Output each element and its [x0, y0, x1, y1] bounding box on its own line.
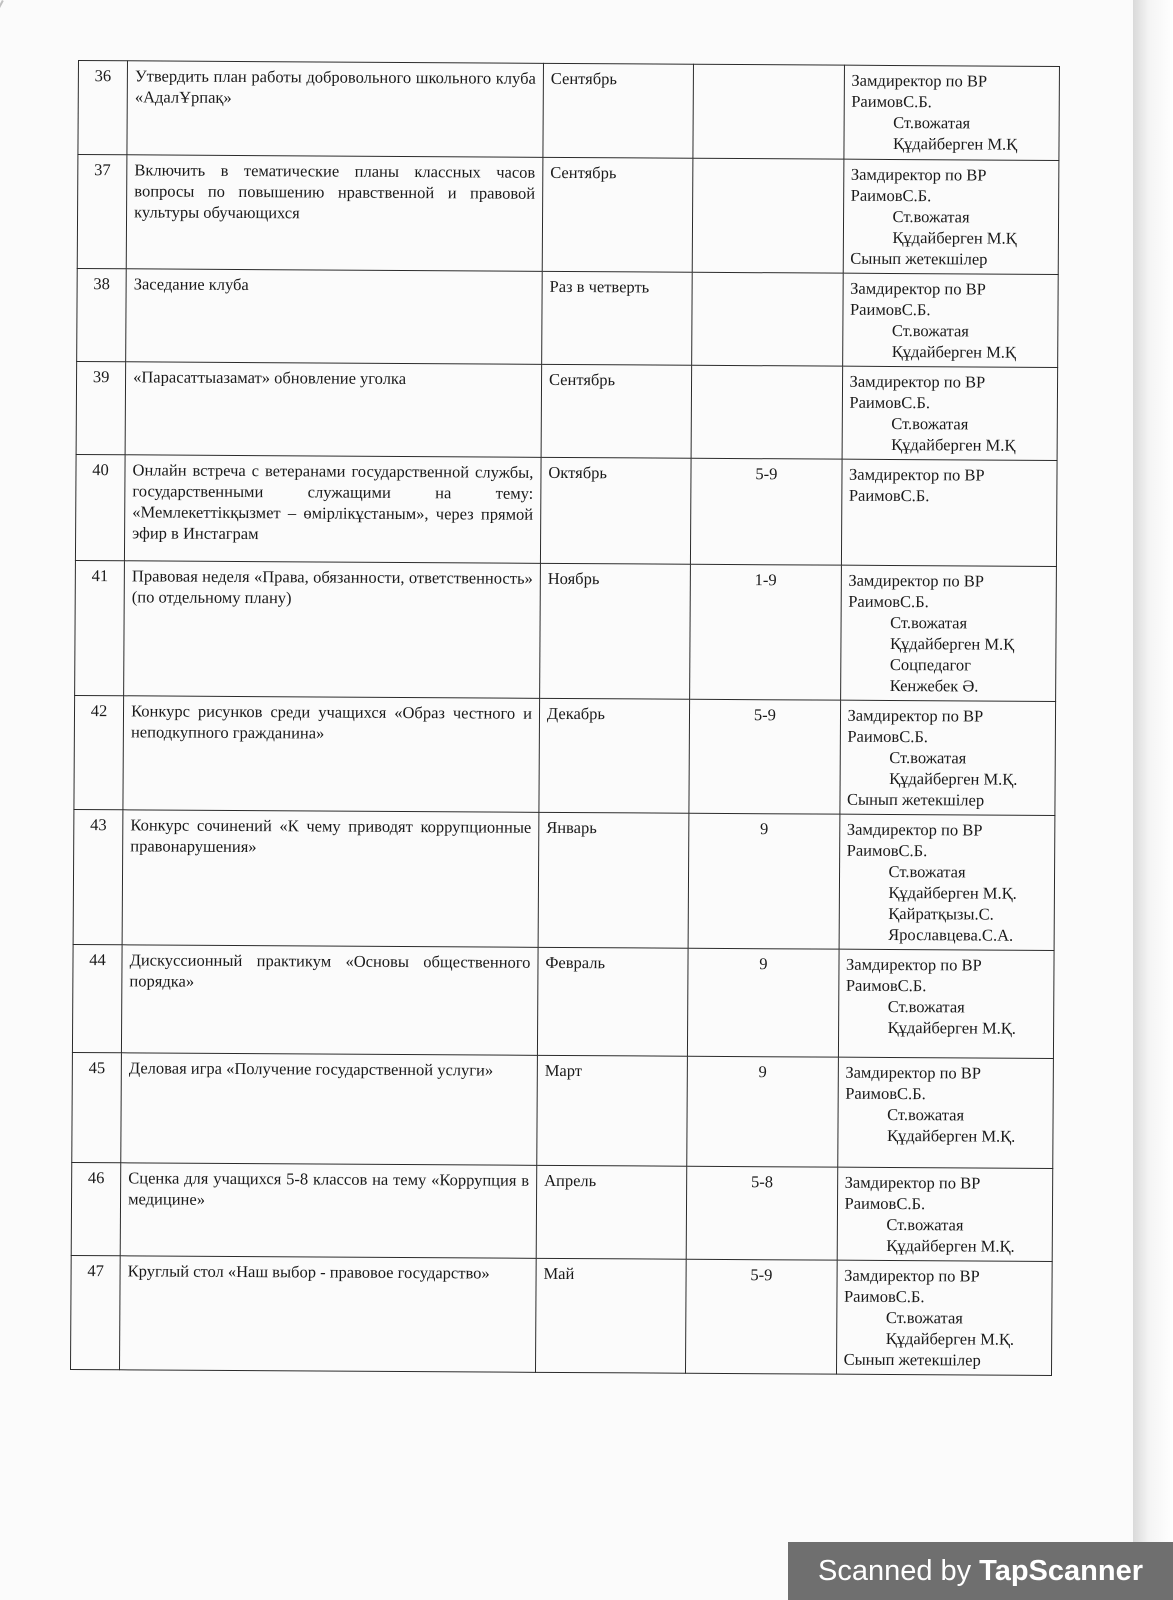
- table-row: [78, 61, 1060, 161]
- responsible-person: Сынып жетекшілер: [850, 248, 988, 269]
- responsible-person: Сынып жетекшілер: [846, 789, 985, 810]
- table-row: [72, 1052, 1054, 1168]
- responsible-person: РаимовС.Б.: [843, 1286, 925, 1307]
- responsible-person: Сынып жетекшілер: [843, 1349, 981, 1370]
- responsible-person: Құдайберген М.Қ.: [886, 1235, 1015, 1256]
- responsible-person: Ст.вожатая: [887, 1104, 965, 1125]
- watermark-brand: TapScanner: [979, 1554, 1144, 1587]
- responsible-person: Ст.вожатая: [891, 413, 969, 434]
- event-classes: 1-9: [690, 564, 841, 700]
- row-number: 39: [76, 361, 126, 454]
- row-number: 42: [74, 695, 124, 809]
- responsible-person: Замдиректор по ВР: [850, 164, 987, 185]
- responsible-person: Замдиректор по ВР: [847, 705, 984, 726]
- event-classes: 5-9: [691, 458, 842, 565]
- event-description: Правовая неделя «Права, обязанности, ответственность» (по отдельному плану): [124, 561, 541, 699]
- event-term: Февраль: [537, 947, 688, 1056]
- event-description: Конкурс сочинений «К чему приводят коррупционные правонарушения»: [122, 810, 539, 948]
- event-description: Заседание клуба: [126, 269, 542, 365]
- page-edge-shadow: [1133, 0, 1173, 1600]
- row-number: 45: [72, 1052, 122, 1162]
- responsible-person: Замдиректор по ВР: [848, 464, 985, 485]
- table-row: [71, 1255, 1053, 1375]
- responsible-persons: [842, 273, 1058, 367]
- table-row: [72, 944, 1054, 1058]
- responsible-person: РаимовС.Б.: [849, 299, 931, 320]
- event-term: Январь: [538, 812, 689, 948]
- event-description: Сценка для учащихся 5-8 классов на тему «Коррупция в медицине»: [120, 1163, 536, 1259]
- responsible-persons: [838, 949, 1054, 1058]
- table-row: [75, 560, 1057, 701]
- table-row: [77, 155, 1059, 275]
- event-description: Включить в тематические планы классных часов вопросы по повышению нравственной и правовой культуры обучающихся: [126, 155, 543, 272]
- event-term: Раз в четверть: [542, 271, 693, 365]
- responsible-person: Ст.вожатая: [885, 1307, 963, 1328]
- table-row: [76, 361, 1058, 460]
- responsible-person: РаимовС.Б.: [851, 91, 932, 112]
- responsible-persons: [837, 1057, 1053, 1168]
- event-description: Деловая игра «Получение государственной услуги»: [121, 1053, 538, 1166]
- responsible-person: Құдайберген М.Қ: [891, 434, 1016, 455]
- responsible-person: РаимовС.Б.: [847, 726, 929, 747]
- row-number: 36: [78, 61, 128, 155]
- responsible-person: Ст.вожатая: [887, 996, 965, 1017]
- responsible-person: Замдиректор по ВР: [849, 371, 986, 392]
- responsible-person: Ст.вожатая: [889, 747, 967, 768]
- table-row: [75, 454, 1057, 566]
- responsible-person: Замдиректор по ВР: [845, 1062, 982, 1083]
- responsible-person: Құдайберген М.Қ: [892, 227, 1017, 248]
- row-number: 43: [73, 809, 123, 944]
- responsible-person: Ст.вожатая: [892, 206, 970, 227]
- event-classes: 9: [688, 948, 839, 1057]
- responsible-person: Ст.вожатая: [893, 112, 971, 133]
- responsible-person: Ст.вожатая: [890, 612, 968, 633]
- activity-plan-table: [70, 60, 1060, 1376]
- row-number: 37: [77, 155, 127, 269]
- event-classes: [691, 365, 842, 459]
- responsible-person: РаимовС.Б.: [844, 1193, 926, 1214]
- responsible-person: Ст.вожатая: [886, 1214, 964, 1235]
- table-row: [71, 1162, 1053, 1261]
- row-number: 47: [71, 1255, 121, 1369]
- event-description: Круглый стол «Наш выбор - правовое государство»: [120, 1256, 537, 1373]
- row-number: 38: [77, 268, 127, 361]
- responsible-person: Құдайберген М.Қ.: [886, 1125, 1016, 1146]
- event-term: Апрель: [536, 1165, 687, 1259]
- responsible-person: Замдиректор по ВР: [844, 1265, 980, 1286]
- responsible-persons: [837, 1167, 1053, 1261]
- event-term: Октябрь: [540, 457, 691, 564]
- event-classes: 9: [688, 813, 839, 949]
- event-classes: 5-8: [686, 1166, 837, 1260]
- event-term: Март: [537, 1055, 688, 1166]
- responsible-person: Замдиректор по ВР: [851, 70, 988, 91]
- responsible-persons: [840, 565, 1056, 701]
- row-number: 41: [75, 560, 125, 695]
- responsible-person: Ст.вожатая: [891, 320, 969, 341]
- event-term: Сентябрь: [543, 63, 694, 158]
- event-description: Конкурс рисунков среди учащихся «Образ честного и неподкупного гражданина»: [123, 696, 540, 813]
- responsible-person: РаимовС.Б.: [848, 485, 930, 506]
- responsible-person: Замдиректор по ВР: [844, 1172, 981, 1193]
- event-term: Май: [535, 1258, 686, 1373]
- event-term: Сентябрь: [542, 157, 693, 272]
- responsible-person: Құдайберген М.Қ: [889, 633, 1015, 654]
- table-row: [77, 268, 1059, 367]
- row-number: 44: [72, 944, 122, 1052]
- responsible-persons: [842, 366, 1058, 460]
- responsible-persons: [836, 1260, 1052, 1375]
- responsible-person: Құдайберген М.Қ.: [889, 768, 1018, 789]
- responsible-person: Кенжебек Ә.: [889, 675, 979, 696]
- event-classes: [693, 64, 844, 159]
- event-classes: 5-9: [689, 699, 840, 814]
- responsible-person: Замдиректор по ВР: [848, 570, 985, 591]
- event-description: Онлайн встреча с ветеранами государственной службы, государственными служащими на тему: «Мемлекеттікқызмет – өмірлікұстаным», через прямой эфир в Инстаграм: [125, 455, 541, 564]
- responsible-persons: [843, 159, 1059, 274]
- responsible-person: Құдайберген М.Қ: [891, 341, 1017, 362]
- responsible-person: Замдиректор по ВР: [846, 819, 983, 840]
- responsible-person: РаимовС.Б.: [850, 185, 932, 206]
- event-classes: [692, 272, 843, 366]
- event-description: Утвердить план работы добровольного школьного клуба «АдалҰрпақ»: [127, 61, 543, 158]
- responsible-persons: [843, 65, 1059, 160]
- responsible-persons: [839, 814, 1055, 950]
- activity-plan-body: [71, 61, 1060, 1376]
- watermark-prefix: Scanned by: [817, 1554, 972, 1587]
- event-term: Ноябрь: [540, 563, 691, 699]
- responsible-person: Замдиректор по ВР: [850, 278, 986, 299]
- responsible-person: Құдайберген М.Қ.: [887, 1017, 1017, 1038]
- row-number: 46: [71, 1162, 121, 1255]
- responsible-person: РаимовС.Б.: [849, 392, 931, 413]
- responsible-person: Замдиректор по ВР: [845, 954, 982, 975]
- event-description: Дискуссионный практикум «Основы общественного порядка»: [122, 945, 538, 1056]
- event-classes: [692, 158, 843, 273]
- table-row: [73, 809, 1055, 950]
- responsible-person: РаимовС.Б.: [846, 840, 928, 861]
- responsible-person: Соцпедагог: [889, 654, 972, 675]
- responsible-person: Құдайберген М.Қ.: [888, 882, 1017, 903]
- event-classes: 9: [687, 1056, 838, 1167]
- event-term: Сентябрь: [541, 364, 692, 458]
- scanner-watermark: [788, 1542, 1173, 1600]
- table-row: [74, 695, 1056, 815]
- event-description: «Парасаттыазамат» обновление уголка: [125, 362, 541, 458]
- responsible-person: РаимовС.Б.: [845, 975, 927, 996]
- responsible-person: Құдайберген М.Қ.: [885, 1328, 1015, 1349]
- event-term: Декабрь: [539, 698, 690, 813]
- responsible-person: Құдайберген М.Қ: [892, 133, 1018, 154]
- responsible-persons: [841, 459, 1057, 566]
- responsible-person: РаимовС.Б.: [848, 591, 929, 612]
- responsible-person: РаимовС.Б.: [845, 1083, 926, 1104]
- responsible-person: Ярославцева.С.А.: [888, 924, 1014, 945]
- responsible-persons: [839, 700, 1055, 815]
- event-classes: 5-9: [686, 1259, 837, 1374]
- responsible-person: Ст.вожатая: [888, 861, 966, 882]
- responsible-person: Қайратқызы.С.: [888, 903, 994, 924]
- row-number: 40: [75, 454, 125, 560]
